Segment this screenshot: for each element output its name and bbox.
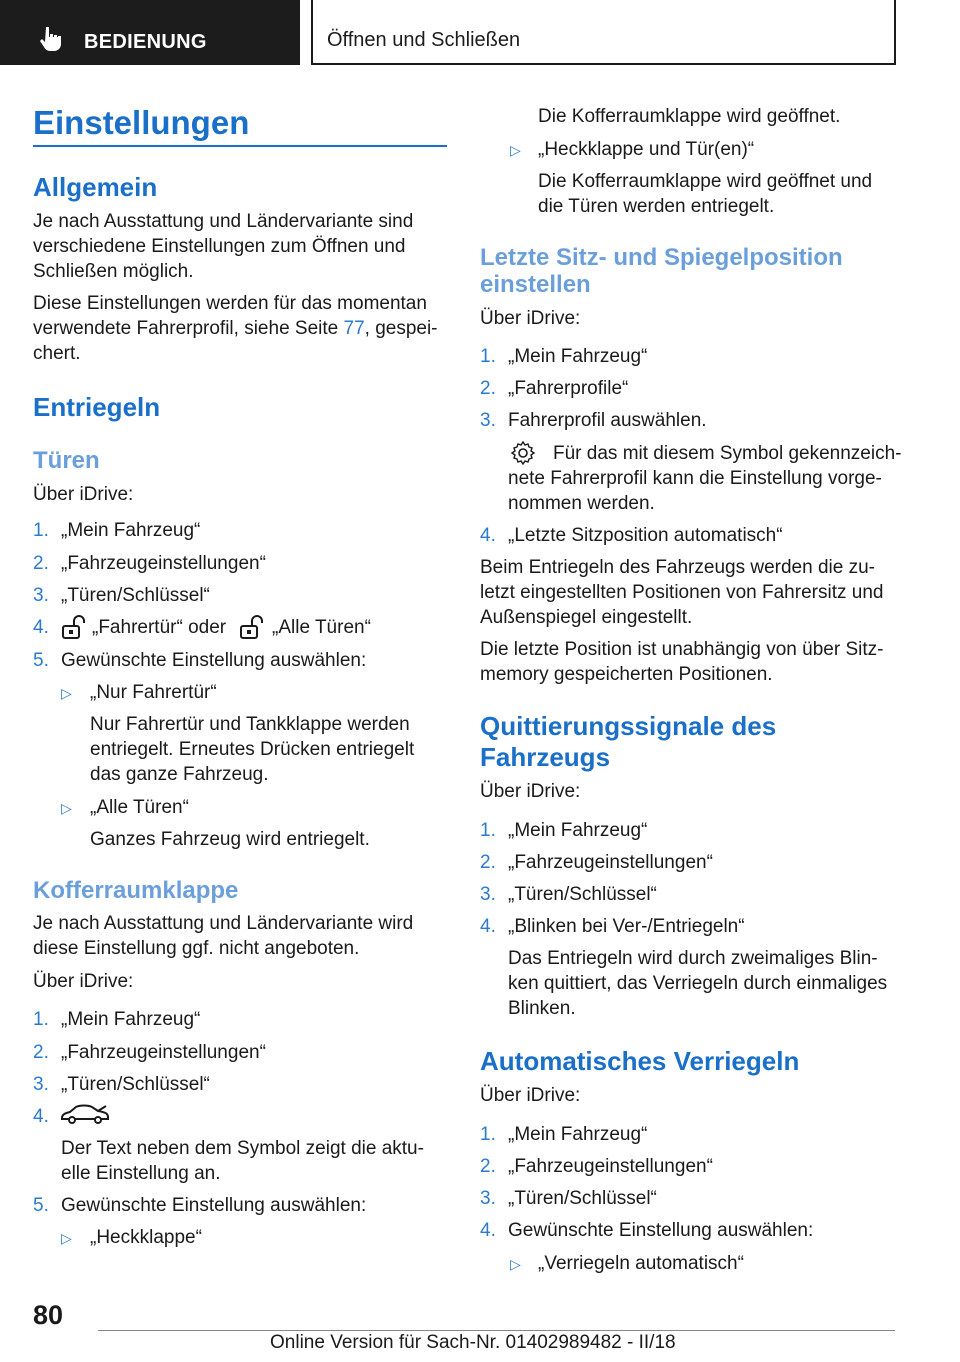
heading-sitz: Letzte Sitz- und Spiegelposition xyxy=(480,244,843,271)
header-chapter-box xyxy=(311,0,896,65)
option-desc: entriegelt. Erneutes Drücken entriegelt xyxy=(90,739,415,760)
step-text: „Mein Fahrzeug“ xyxy=(508,820,648,841)
paragraph: Außenspiegel eingestellt. xyxy=(480,607,693,628)
note-text: nete Fahrerprofil kann die Einstellung vorge- xyxy=(508,468,882,489)
gear-icon xyxy=(510,440,536,466)
step-text: „Mein Fahrzeug“ xyxy=(508,1124,648,1145)
paragraph: letzt eingestellten Positionen von Fahrersitz und xyxy=(480,582,884,603)
step-number: 2. xyxy=(33,1042,49,1063)
paragraph: verschiedene Einstellungen zum Öffnen und xyxy=(33,236,406,257)
step-number: 2. xyxy=(480,1156,496,1177)
note-text: nommen werden. xyxy=(508,493,655,514)
step-number: 2. xyxy=(33,553,49,574)
heading-allgemein: Allgemein xyxy=(33,172,158,202)
step-text: „Mein Fahrzeug“ xyxy=(61,1009,201,1030)
note-text: Für das mit diesem Symbol gekennzeich- xyxy=(553,443,902,464)
page-number: 80 xyxy=(33,1300,64,1330)
option-desc: Die Kofferraumklappe wird geöffnet und xyxy=(538,171,873,192)
option-label: „Heckklappe und Tür(en)“ xyxy=(538,139,755,160)
step-desc: ken quittiert, das Verriegeln durch einmaliges xyxy=(508,973,888,994)
step-text: „Mein Fahrzeug“ xyxy=(61,520,201,541)
via-idrive: Über iDrive: xyxy=(33,484,134,505)
step-text: „Fahrerprofile“ xyxy=(508,378,629,399)
unlock-driver-door-icon xyxy=(60,614,86,640)
step-text: Fahrerprofil auswählen. xyxy=(508,410,707,431)
step-number: 3. xyxy=(33,1074,49,1095)
title-rule xyxy=(33,145,447,147)
bullet-triangle-icon: ▷ xyxy=(61,1230,72,1246)
bullet-triangle-icon: ▷ xyxy=(61,685,72,701)
heading-quittierung: Quittierungssignale des xyxy=(480,711,777,741)
option-label: „Nur Fahrertür“ xyxy=(90,682,217,703)
option-label: „Heckklappe“ xyxy=(90,1227,202,1248)
step-number: 4. xyxy=(480,916,496,937)
step-number: 1. xyxy=(33,520,49,541)
step-number: 5. xyxy=(33,1195,49,1216)
step-text: „Türen/Schlüssel“ xyxy=(508,884,657,905)
paragraph: Je nach Ausstattung und Ländervariante sind xyxy=(33,211,414,232)
via-idrive: Über iDrive: xyxy=(480,781,581,802)
heading-automatisch: Automatisches Verriegeln xyxy=(480,1046,800,1076)
car-trunk-icon xyxy=(60,1102,110,1126)
step-number: 4. xyxy=(33,1106,49,1127)
bullet-triangle-icon: ▷ xyxy=(510,142,521,158)
step-number: 2. xyxy=(480,378,496,399)
step-text: „Fahrzeugeinstellungen“ xyxy=(508,1156,713,1177)
option-desc: Ganzes Fahrzeug wird entriegelt. xyxy=(90,829,370,850)
via-idrive: Über iDrive: xyxy=(480,1085,581,1106)
step-text: „Blinken bei Ver-/Entriegeln“ xyxy=(508,916,745,937)
hand-pointer-icon xyxy=(40,25,66,53)
unlock-all-doors-icon xyxy=(238,614,264,640)
step-desc: Der Text neben dem Symbol zeigt die aktu- xyxy=(61,1138,424,1159)
step-number: 3. xyxy=(480,884,496,905)
option-desc: die Türen werden entriegelt. xyxy=(538,196,775,217)
step-desc: Das Entriegeln wird durch zweimaliges Blin- xyxy=(508,948,878,969)
via-idrive: Über iDrive: xyxy=(33,971,134,992)
step-text: „Fahrzeugeinstellungen“ xyxy=(508,852,713,873)
step-number: 1. xyxy=(480,820,496,841)
step-number: 4. xyxy=(33,617,49,638)
option-desc: das ganze Fahrzeug. xyxy=(90,764,269,785)
chapter-title: Öffnen und Schließen xyxy=(327,29,521,51)
page-link[interactable]: 77 xyxy=(343,318,365,339)
paragraph: Beim Entriegeln des Fahrzeugs werden die zu- xyxy=(480,557,875,578)
step-number: 3. xyxy=(480,1188,496,1209)
section-label: BEDIENUNG xyxy=(84,31,207,53)
step-text: „Fahrzeugeinstellungen“ xyxy=(61,553,266,574)
footer-rule xyxy=(98,1330,895,1331)
step-text: „Türen/Schlüssel“ xyxy=(61,1074,210,1095)
heading-quittierung: Fahrzeugs xyxy=(480,742,611,772)
step-desc: Blinken. xyxy=(508,998,576,1019)
text: , gespei- xyxy=(364,318,438,339)
step-number: 2. xyxy=(480,852,496,873)
paragraph: memory gespeicherten Positionen. xyxy=(480,664,773,685)
step-number: 1. xyxy=(480,1124,496,1145)
step-number: 4. xyxy=(480,525,496,546)
step-number: 3. xyxy=(33,585,49,606)
step-number: 4. xyxy=(480,1220,496,1241)
paragraph: Schließen möglich. xyxy=(33,261,194,282)
step-number: 5. xyxy=(33,650,49,671)
step-desc: elle Einstellung an. xyxy=(61,1163,221,1184)
paragraph: Die letzte Position ist unabhängig von über Sitz- xyxy=(480,639,884,660)
step-text: „Mein Fahrzeug“ xyxy=(508,346,648,367)
page-title: Einstellungen xyxy=(33,104,250,141)
step-text: „Türen/Schlüssel“ xyxy=(61,585,210,606)
step-text: „Letzte Sitzposition automatisch“ xyxy=(508,525,783,546)
heading-kofferraumklappe: Kofferraumklappe xyxy=(33,877,239,904)
option-label: „Alle Türen“ xyxy=(90,797,189,818)
step-number: 3. xyxy=(480,410,496,431)
option-label: „Verriegeln automatisch“ xyxy=(538,1253,744,1274)
paragraph: diese Einstellung ggf. nicht angeboten. xyxy=(33,938,360,959)
paragraph: Diese Einstellungen werden für das momentan xyxy=(33,293,427,314)
step-text: „Fahrzeugeinstellungen“ xyxy=(61,1042,266,1063)
bullet-triangle-icon: ▷ xyxy=(61,800,72,816)
step-text: Gewünschte Einstellung auswählen: xyxy=(61,650,367,671)
paragraph xyxy=(33,316,438,341)
step-number: 1. xyxy=(480,346,496,367)
option-desc: Die Kofferraumklappe wird geöffnet. xyxy=(538,106,841,127)
step-text: Gewünschte Einstellung auswählen: xyxy=(61,1195,367,1216)
header-section-tab xyxy=(0,0,300,65)
paragraph: chert. xyxy=(33,343,81,364)
step-number: 1. xyxy=(33,1009,49,1030)
bullet-triangle-icon: ▷ xyxy=(510,1256,521,1272)
heading-sitz: einstellen xyxy=(480,271,591,298)
heading-entriegeln: Entriegeln xyxy=(33,392,161,422)
step-text: „Türen/Schlüssel“ xyxy=(508,1188,657,1209)
step-text: „Fahrertür“ oder xyxy=(92,617,227,638)
text: verwendete Fahrerprofil, siehe Seite xyxy=(33,318,344,339)
heading-tueren: Türen xyxy=(33,447,100,474)
step-text: „Alle Türen“ xyxy=(272,617,371,638)
option-desc: Nur Fahrertür und Tankklappe werden xyxy=(90,714,410,735)
paragraph: Je nach Ausstattung und Ländervariante wird xyxy=(33,913,414,934)
via-idrive: Über iDrive: xyxy=(480,308,581,329)
footer-text: Online Version für Sach-Nr. 01402989482 - II/18 xyxy=(270,1332,676,1353)
step-text: Gewünschte Einstellung auswählen: xyxy=(508,1220,814,1241)
